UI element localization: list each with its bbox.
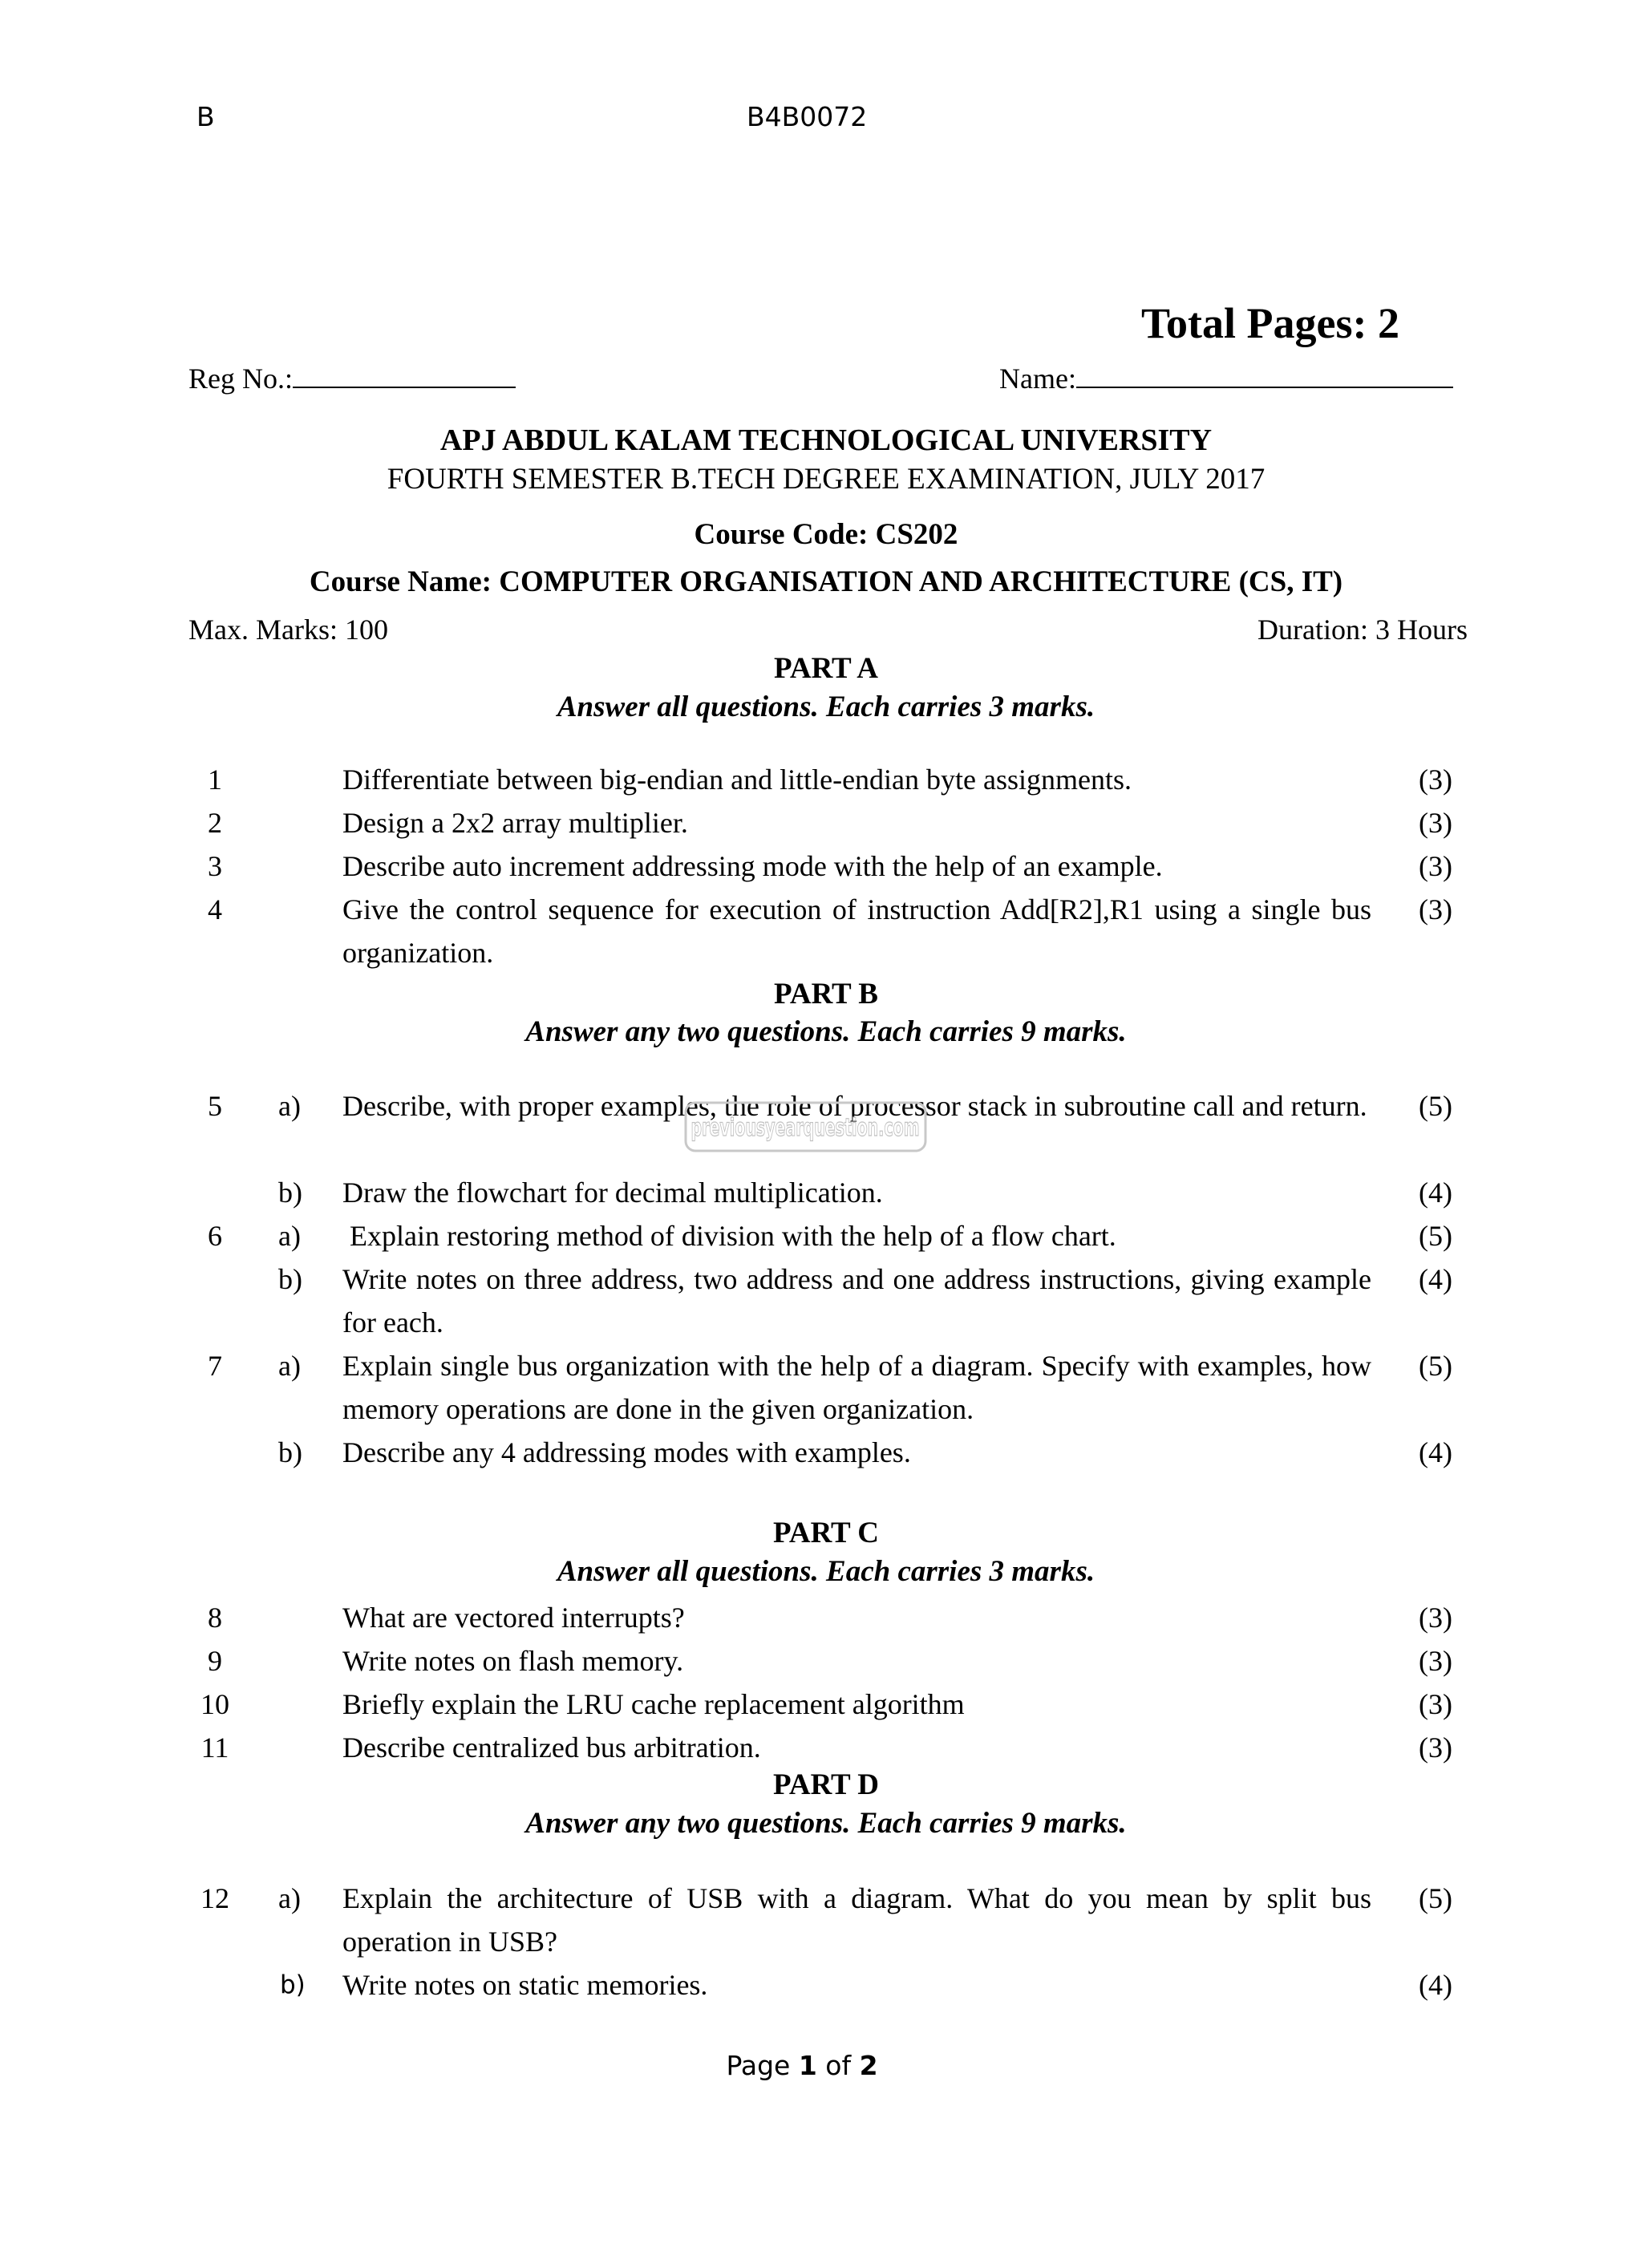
question-sub-label: b) (278, 1263, 302, 1295)
footer-total-pages: 2 (859, 2050, 878, 2081)
reg-no-field (188, 361, 516, 395)
reg-no-label: Reg No.: (188, 362, 293, 395)
question-text: Differentiate between big-endian and little-endian byte assignments. (342, 763, 1132, 796)
question-text: What are vectored interrupts? (342, 1602, 685, 1634)
question-number: 12 (200, 1882, 229, 1914)
page-footer (0, 2050, 1604, 2081)
part-c-title: PART C (773, 1517, 879, 1549)
question-marks: (5) (1419, 1350, 1452, 1382)
part-a-title: PART A (774, 652, 878, 685)
question-marks: (5) (1419, 1090, 1452, 1122)
question-text: Describe, with proper examples, the role of processor stack in subroutine call and return. (342, 1090, 1367, 1122)
footer-separator: of (816, 2050, 860, 2081)
part-b-title: PART B (774, 978, 878, 1010)
question-text: Explain the architecture of USB with a diagram. What do you mean by split bus operation in USB? (342, 1882, 1371, 1958)
part-d-title: PART D (773, 1768, 879, 1801)
exam-title: FOURTH SEMESTER B.TECH DEGREE EXAMINATION, JULY 2017 (387, 463, 1266, 496)
part-d-instruction: Answer any two questions. Each carries 9 marks. (525, 1807, 1127, 1840)
question-text: Write notes on flash memory. (342, 1645, 684, 1677)
question-number: 4 (208, 893, 222, 925)
question-marks: (3) (1419, 1731, 1452, 1764)
question-marks: (3) (1419, 807, 1452, 839)
question-number: 7 (208, 1350, 222, 1382)
question-marks: (4) (1419, 1263, 1452, 1295)
name-label: Name: (999, 362, 1076, 395)
name-field (999, 361, 1453, 395)
question-marks: (3) (1419, 893, 1452, 925)
question-marks: (4) (1419, 1969, 1452, 2001)
question-sub-label: b) (280, 1970, 306, 1999)
part-b-instruction: Answer any two questions. Each carries 9 marks. (525, 1015, 1127, 1048)
svg-text:previousyearquestion.com: previousyearquestion.com (690, 1114, 920, 1142)
header-paper-code: B4B0072 (747, 101, 868, 132)
part-c-instruction: Answer all questions. Each carries 3 marks. (557, 1555, 1095, 1588)
question-sub-label: b) (278, 1177, 302, 1209)
part-a-instruction: Answer all questions. Each carries 3 marks. (557, 691, 1095, 723)
question-sub-label: a) (278, 1220, 301, 1252)
duration: Duration: 3 Hours (1257, 614, 1468, 646)
question-text: Explain restoring method of division with the help of a flow chart. (342, 1220, 1116, 1252)
question-text: Design a 2x2 array multiplier. (342, 807, 688, 839)
total-pages: Total Pages: 2 (1141, 299, 1399, 347)
question-number: 1 (208, 763, 222, 796)
question-sub-label: a) (278, 1350, 301, 1382)
watermark-stamp (683, 1100, 928, 1153)
question-marks: (3) (1419, 1645, 1452, 1677)
footer-current-page: 1 (798, 2050, 817, 2081)
question-sub-label: b) (278, 1436, 302, 1468)
course-code: Course Code: CS202 (694, 518, 958, 551)
reg-no-line (293, 361, 516, 388)
question-number: 5 (208, 1090, 222, 1122)
question-text: Give the control sequence for execution of instruction Add[R2],R1 using a single bus organization. (342, 893, 1371, 969)
question-text: Draw the flowchart for decimal multiplication. (342, 1177, 883, 1209)
question-text: Describe any 4 addressing modes with examples. (342, 1436, 911, 1468)
question-number: 8 (208, 1602, 222, 1634)
question-marks: (5) (1419, 1220, 1452, 1252)
question-sub-label: a) (278, 1090, 301, 1122)
question-sub-label: a) (278, 1882, 301, 1914)
question-marks: (3) (1419, 1688, 1452, 1720)
question-marks: (3) (1419, 763, 1452, 796)
question-number: 2 (208, 807, 222, 839)
course-name: Course Name: COMPUTER ORGANISATION AND ARCHITECTURE (CS, IT) (309, 565, 1343, 598)
question-text: Briefly explain the LRU cache replacement algorithm (342, 1688, 965, 1720)
header-version: B (196, 101, 215, 132)
question-marks: (4) (1419, 1436, 1452, 1468)
question-text: Describe centralized bus arbitration. (342, 1731, 761, 1764)
university-name: APJ ABDUL KALAM TECHNOLOGICAL UNIVERSITY (439, 423, 1213, 457)
question-number: 10 (200, 1688, 229, 1720)
name-line (1076, 361, 1453, 388)
question-marks: (3) (1419, 1602, 1452, 1634)
question-marks: (4) (1419, 1177, 1452, 1209)
question-text: Write notes on static memories. (342, 1969, 708, 2001)
max-marks: Max. Marks: 100 (188, 614, 388, 646)
question-number: 11 (200, 1731, 229, 1764)
question-number: 3 (208, 850, 222, 882)
footer-prefix: Page (726, 2050, 799, 2081)
question-number: 6 (208, 1220, 222, 1252)
question-text: Write notes on three address, two address and one address instructions, giving example for each. (342, 1263, 1371, 1339)
question-number: 9 (208, 1645, 222, 1677)
question-text: Explain single bus organization with the help of a diagram. Specify with examples, how memory operations are done in the given organization. (342, 1350, 1371, 1425)
question-text: Describe auto increment addressing mode with the help of an example. (342, 850, 1163, 882)
question-marks: (3) (1419, 850, 1452, 882)
question-marks: (5) (1419, 1882, 1452, 1914)
